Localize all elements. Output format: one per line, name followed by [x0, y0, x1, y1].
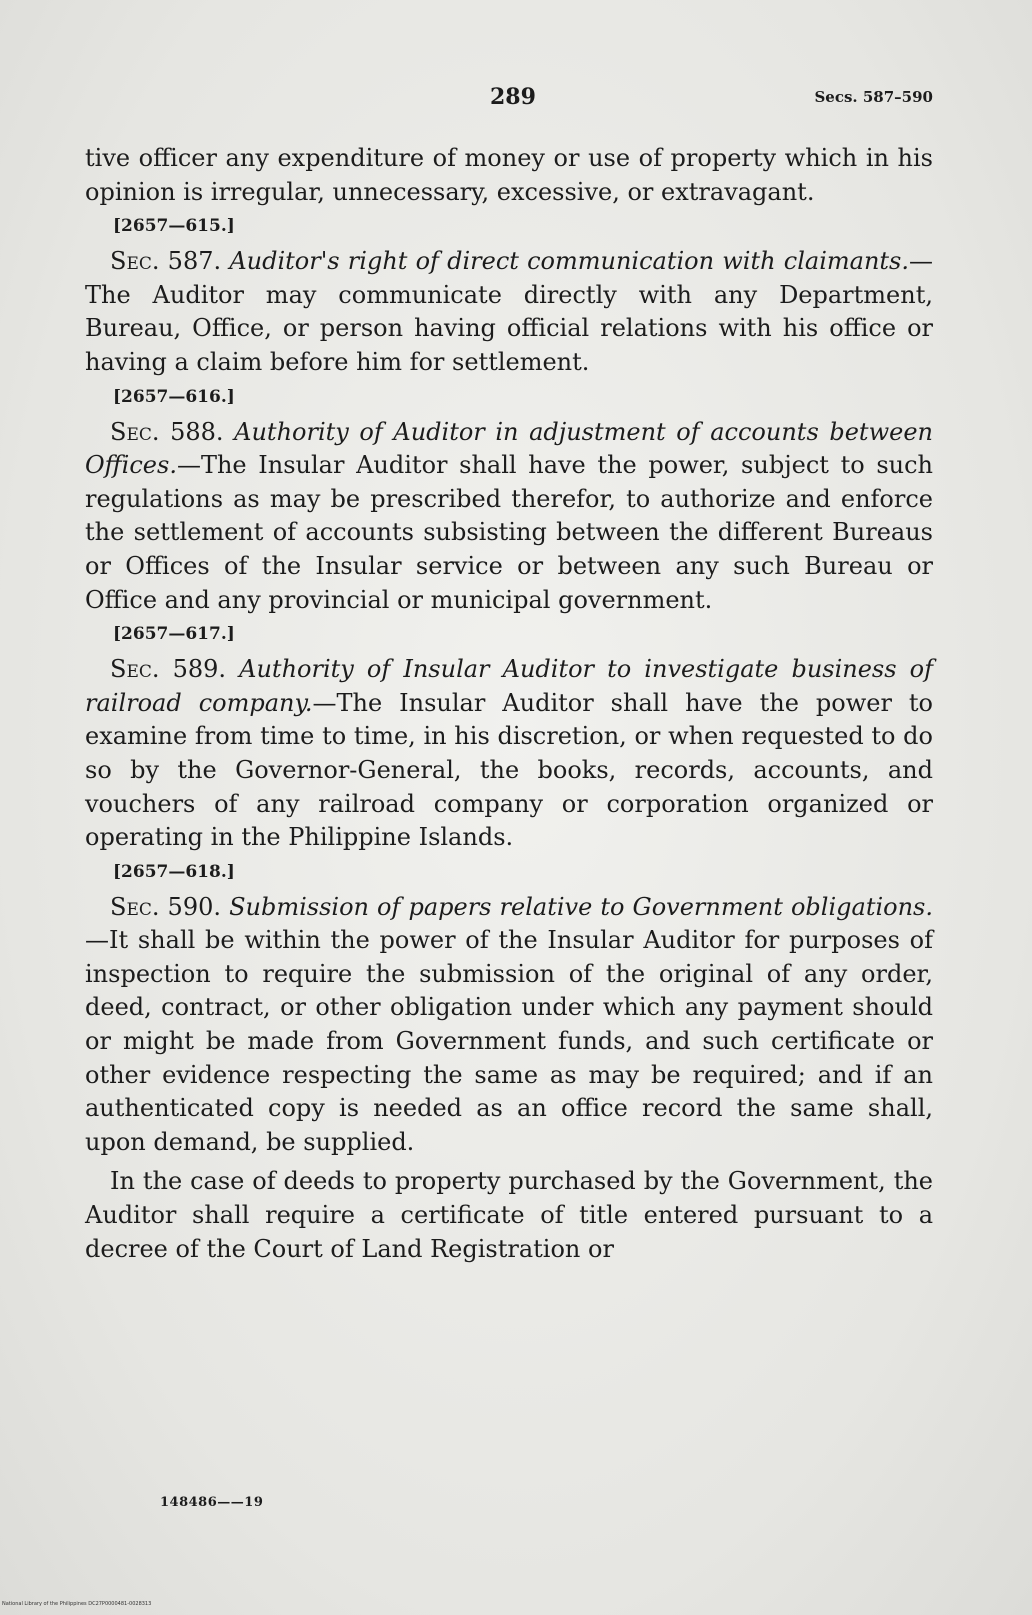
section-589 — [85, 653, 933, 855]
closing-paragraph: In the case of deeds to property purchased by the Government, the Auditor shall require a certificate of title entered pursuant to a decree of the Court of Land Registration or — [85, 1167, 933, 1263]
scan-credit: National Library of the Philippines DC27P0000481-0028313 — [2, 1601, 152, 1607]
section-label: Sec. 589. — [110, 655, 227, 684]
section-body: —The Insular Auditor shall have the power to examine from time to time, in his discretion, or when requested to do so by the Governor-General, the books, records, accounts, and vouchers of any railroad company or corporation organized or operating in the Philippine Islands. — [85, 688, 933, 852]
section-body: —It shall be within the power of the Insular Auditor for purposes of inspection to require the submission of the original of any order, deed, contract, or other obligation under which any payment should or might be made from Government funds, and such certificate or other evidence respecting the same as may be required; and if an authenticated copy is needed as an office record the same shall, upon demand, be supplied. — [85, 926, 933, 1156]
page-number: 289 — [490, 84, 536, 110]
section-body: —The Auditor may communicate directly with any Department, Bureau, Office, or person having official relations with his office or having a claim before him for settlement. — [85, 247, 933, 376]
body-text — [85, 142, 933, 1266]
printer-signature-mark: 148486——19 — [160, 1495, 264, 1510]
section-citation: [2657—616.] — [113, 386, 235, 407]
section-title: Authority of Insular Auditor to investigate business of railroad company. — [85, 655, 933, 717]
running-head: Secs. 587–590 — [814, 88, 933, 106]
section-title: Auditor's right of direct communication with claimants. — [229, 247, 909, 276]
section-label: Sec. 587. — [110, 247, 222, 276]
section-citation: [2657—615.] — [113, 216, 235, 237]
section-citation: [2657—618.] — [113, 861, 235, 882]
section-title: Authority of Auditor in adjustment of accounts between Offices. — [85, 417, 933, 480]
section-body: —The Insular Auditor shall have the power, subject to such regulations as may be prescribed therefor, to authorize and enforce the settlement of accounts subsisting between the different Bureaus or Offices of the Insular service or between any such Bureau or Office and any provincial or municipal government. — [85, 451, 933, 614]
section-590 — [85, 891, 933, 1160]
continued-paragraph: tive officer any expenditure of money or use of property which in his opinion is irregular, unnecessary, excessive, or extravagant. — [85, 144, 933, 206]
section-587 — [85, 245, 933, 379]
section-label: Sec. 590. — [110, 892, 221, 921]
section-citation: [2657—617.] — [113, 624, 235, 645]
section-588 — [85, 416, 933, 618]
section-label: Sec. 588. — [110, 417, 224, 446]
page-header — [85, 84, 933, 118]
section-title: Submission of papers relative to Government obligations. — [229, 892, 933, 921]
